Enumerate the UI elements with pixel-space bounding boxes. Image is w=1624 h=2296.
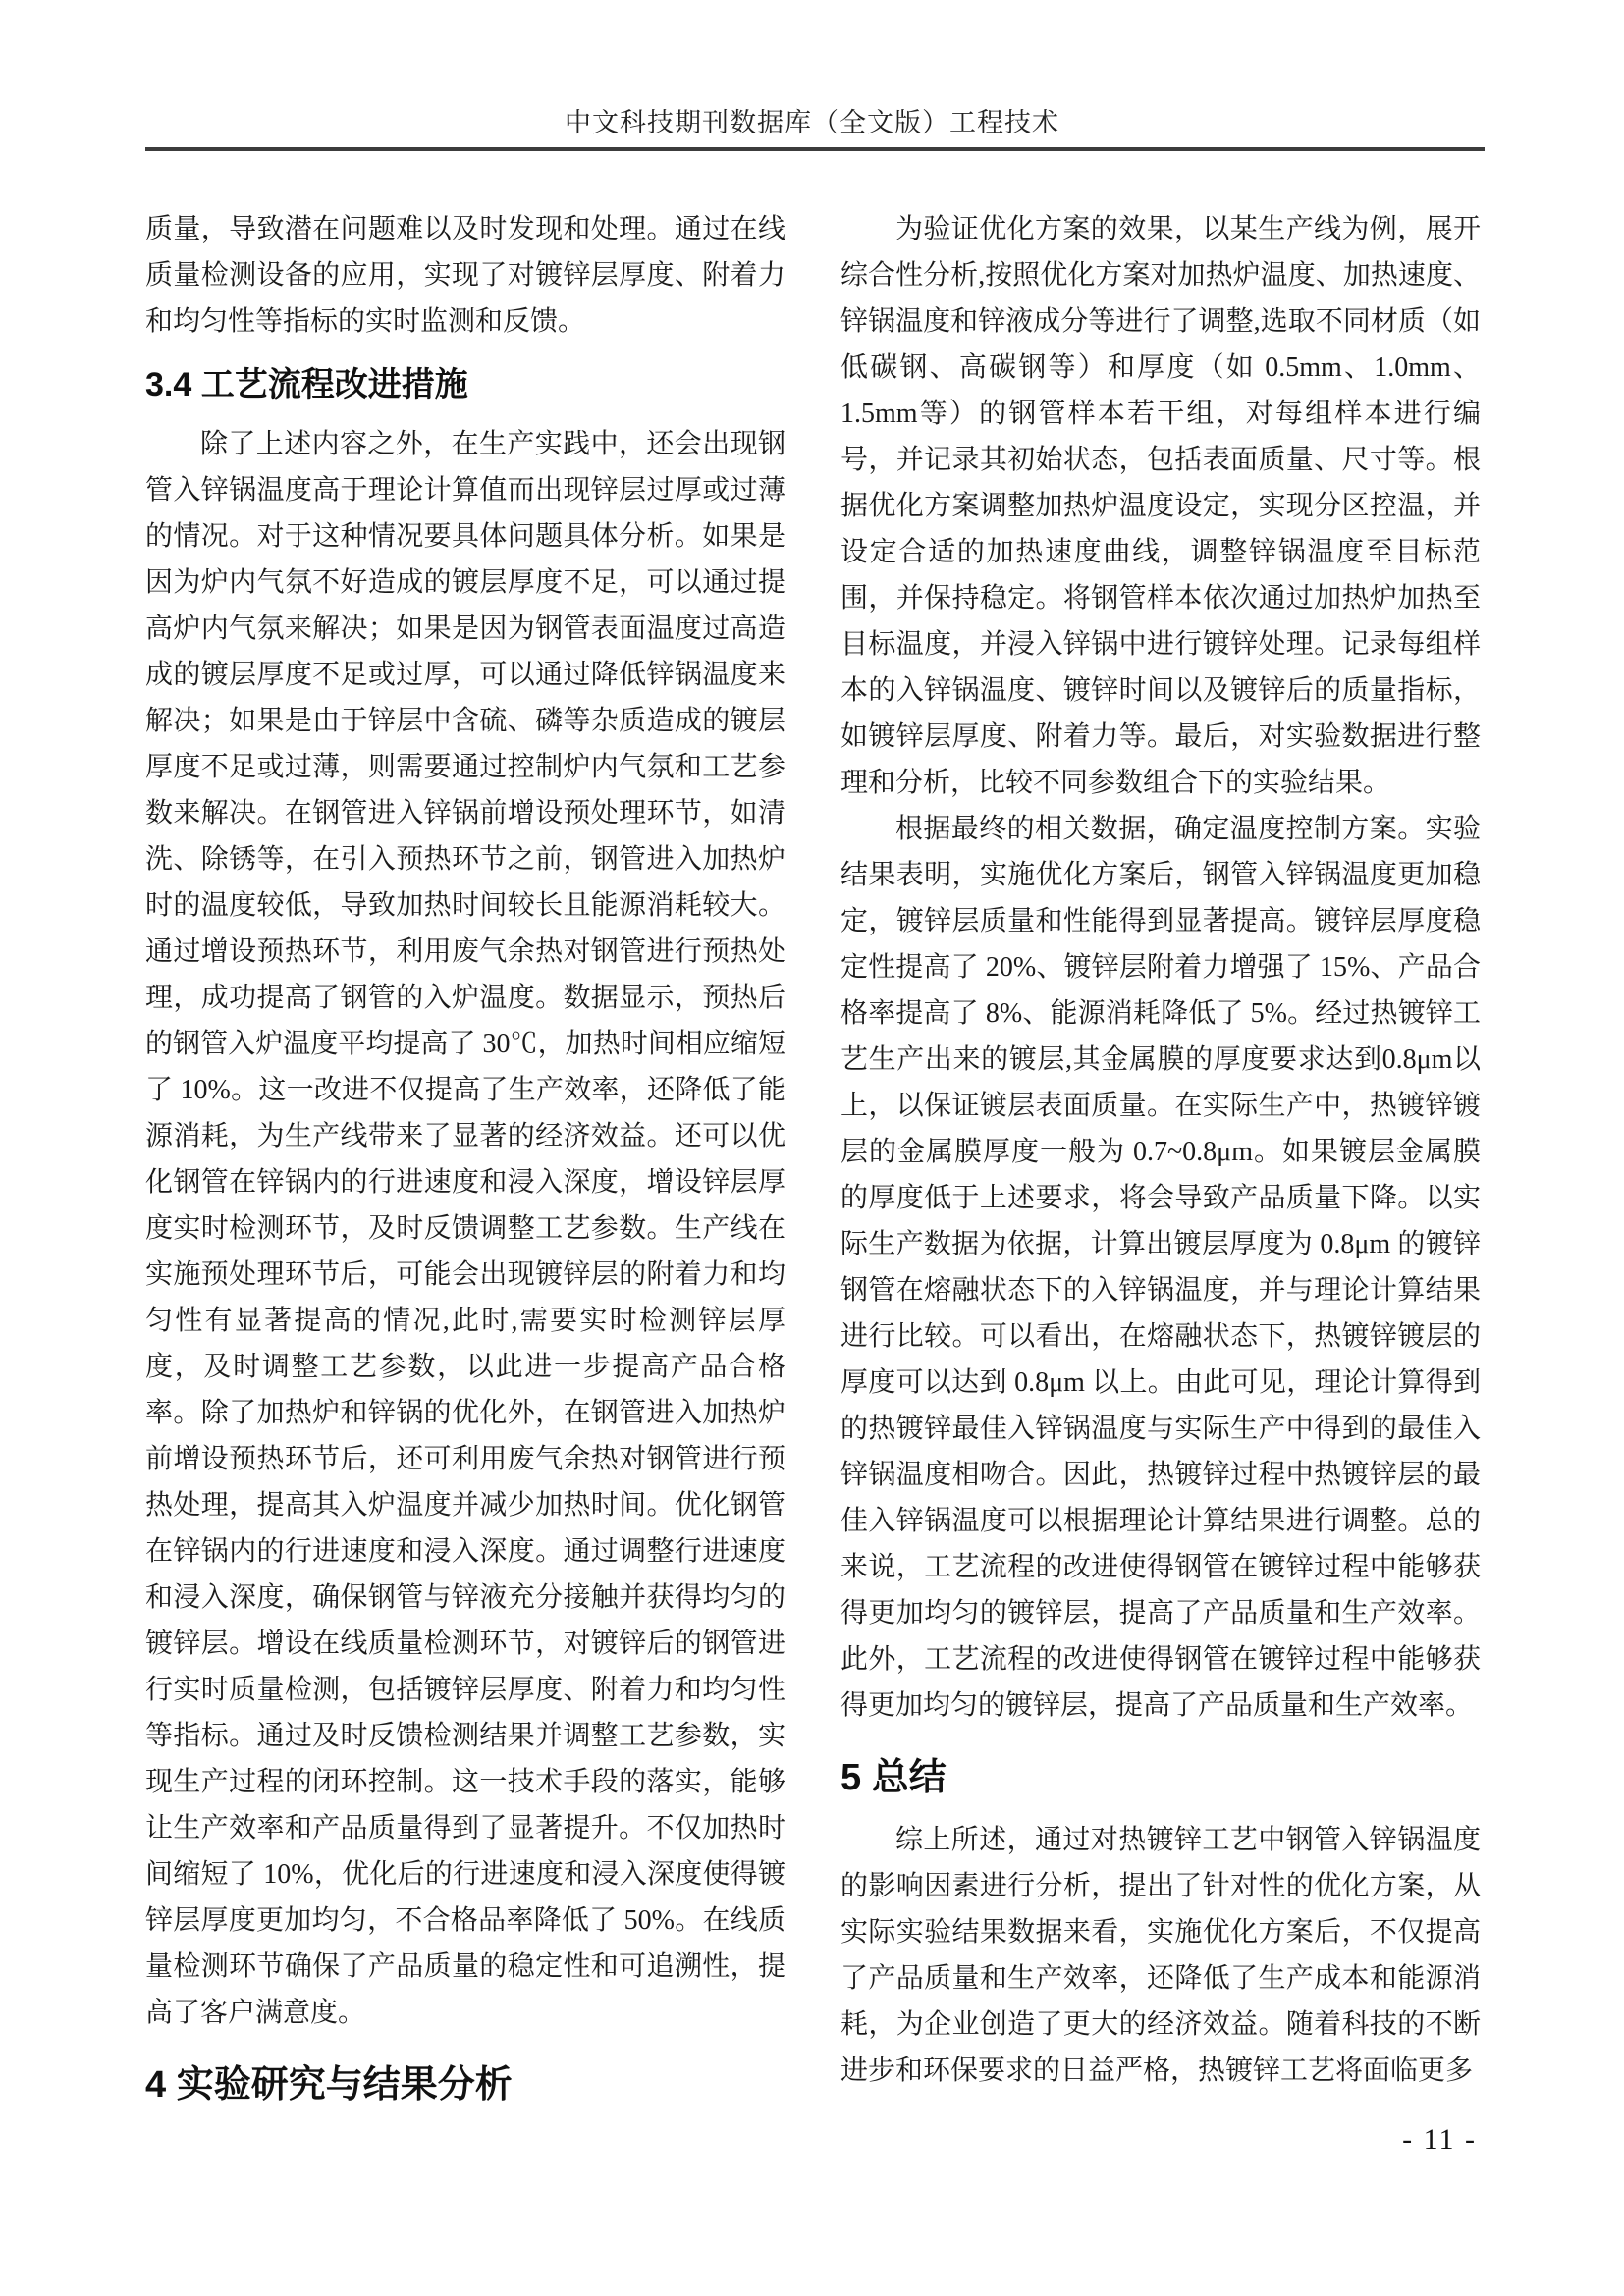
paragraph-quality-monitoring: 质量，导致潜在问题难以及时发现和处理。通过在线质量检测设备的应用，实现了对镀锌层厚度、附着力和均匀性等指标的实时监测和反馈。 — [145, 214, 785, 337]
journal-header: 中文科技期刊数据库（全文版）工程技术 — [565, 108, 1059, 137]
header-rule — [145, 147, 1485, 151]
paragraph-summary: 综上所述，通过对热镀锌工艺中钢管入锌锅温度的影响因素进行分析，提出了针对性的优化方案，从实际实验结果数据来看，实施优化方案后，不仅提高了产品质量和生产效率，还降低了生产成本和能源消耗，为企业创造了更大的经济效益。随着科技的不断进步和环保要求的日益严格，热镀锌工艺将面临更多 — [840, 1825, 1481, 2086]
section-heading-4: 4 实验研究与结果分析 — [145, 2064, 513, 2106]
paragraph-experiment-results: 根据最终的相关数据，确定温度控制方案。实验结果表明，实施优化方案后，钢管入锌锅温度更加稳定，镀锌层质量和性能得到显著提高。镀锌层厚度稳定性提高了 20%、镀锌层附着力增强了 15%、产品合格率提高了 8%、能源消耗降低了 5%。经过热镀锌工艺生产出来的镀层,其金属膜的厚度要求达到0.8μm以上，以保证镀层表面质量。在实际生产中，热镀锌镀层的金属膜厚度一般为 0.7~0.8μm。如果镀层金属膜的厚度低于上述要求，将会导致产品质量下降。以实际生产数据为依据，计算出镀层厚度为 0.8μm 的镀锌钢管在熔融状态下的入锌锅温度，并与理论计算结果进行比较。可以看出，在熔融状态下，热镀锌镀层的厚度可以达到 0.8μm 以上。由此可见，理论计算得到的热镀锌最佳入锌锅温度与实际生产中得到的最佳入锌锅温度相吻合。因此，热镀锌过程中热镀锌层的最佳入锌锅温度可以根据理论计算结果进行调整。总的来说，工艺流程的改进使得钢管在镀锌过程中能够获得更加均匀的镀锌层，提高了产品质量和生产效率。此外，工艺流程的改进使得钢管在镀锌过程中能够获得更加均匀的镀锌层，提高了产品质量和生产效率。 — [840, 814, 1481, 1721]
section-heading-3-4: 3.4 工艺流程改进措施 — [145, 366, 468, 403]
right-column — [840, 206, 1481, 2124]
body-columns — [145, 206, 1485, 2124]
paragraph-experiment-setup: 为验证优化方案的效果，以某生产线为例，展开综合性分析,按照优化方案对加热炉温度、加热速度、锌锅温度和锌液成分等进行了调整,选取不同材质（如低碳钢、高碳钢等）和厚度（如 0.5mm、1.0mm、1.5mm等）的钢管样本若干组，对每组样本进行编号，并记录其初始状态，包括表面质量、尺寸等。根据优化方案调整加热炉温度设定，实现分区控温，并设定合适的加热速度曲线，调整锌锅温度至目标范围，并保持稳定。将钢管样本依次通过加热炉加热至目标温度，并浸入锌锅中进行镀锌处理。记录每组样本的入锌锅温度、镀锌时间以及镀锌后的质量指标，如镀锌层厚度、附着力等。最后，对实验数据进行整理和分析，比较不同参数组合下的实验结果。 — [840, 214, 1481, 798]
left-column — [145, 206, 785, 2124]
section-heading-5: 5 总结 — [840, 1757, 947, 1798]
paragraph-process-improvement: 除了上述内容之外，在生产实践中，还会出现钢管入锌锅温度高于理论计算值而出现锌层过厚或过薄的情况。对于这种情况要具体问题具体分析。如果是因为炉内气氛不好造成的镀层厚度不足，可以通过提高炉内气氛来解决；如果是因为钢管表面温度过高造成的镀层厚度不足或过厚，可以通过降低锌锅温度来解决；如果是由于锌层中含硫、磷等杂质造成的镀层厚度不足或过薄，则需要通过控制炉内气氛和工艺参数来解决。在钢管进入锌锅前增设预处理环节，如清洗、除锈等，在引入预热环节之前，钢管进入加热炉时的温度较低，导致加热时间较长且能源消耗较大。通过增设预热环节，利用废气余热对钢管进行预热处理，成功提高了钢管的入炉温度。数据显示，预热后的钢管入炉温度平均提高了 30℃，加热时间相应缩短了 10%。这一改进不仅提高了生产效率，还降低了能源消耗，为生产线带来了显著的经济效益。还可以优化钢管在锌锅内的行进速度和浸入深度，增设锌层厚度实时检测环节，及时反馈调整工艺参数。生产线在实施预处理环节后，可能会出现镀锌层的附着力和均匀性有显著提高的情况,此时,需要实时检测锌层厚度，及时调整工艺参数，以此进一步提高产品合格率。除了加热炉和锌锅的优化外，在钢管进入加热炉前增设预热环节后，还可利用废气余热对钢管进行预热处理，提高其入炉温度并减少加热时间。优化钢管在锌锅内的行进速度和浸入深度。通过调整行进速度和浸入深度，确保钢管与锌液充分接触并获得均匀的镀锌层。增设在线质量检测环节，对镀锌后的钢管进行实时质量检测，包括镀锌层厚度、附着力和均匀性等指标。通过及时反馈检测结果并调整工艺参数，实现生产过程的闭环控制。这一技术手段的落实，能够让生产效率和产品质量得到了显著提升。不仅加热时间缩短了 10%，优化后的行进速度和浸入深度使得镀锌层厚度更加均匀，不合格品率降低了 50%。在线质量检测环节确保了产品质量的稳定性和可追溯性，提高了客户满意度。 — [145, 429, 785, 2028]
page-number: - 11 - — [1402, 2123, 1477, 2156]
